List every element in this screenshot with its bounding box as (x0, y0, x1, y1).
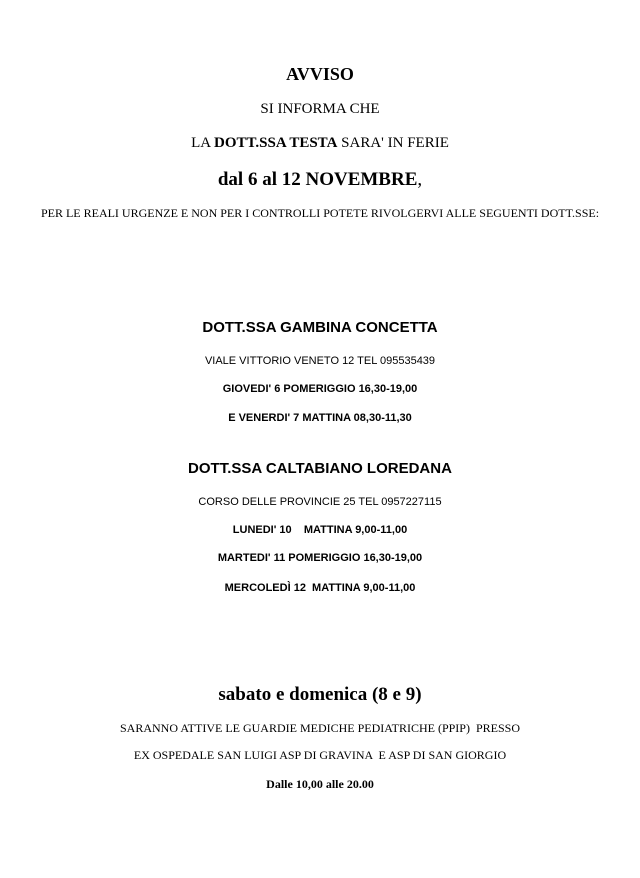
substitute-1-schedule-2: E VENERDI' 7 MATTINA 08,30-11,30 (228, 412, 412, 424)
urgenze-text: PER LE REALI URGENZE E NON PER I CONTROLLI POTETE RIVOLGERVI ALLE SEGUENTI DOTT.SSE: (40, 206, 600, 220)
substitute-2-name: DOTT.SSA CALTABIANO LOREDANA (188, 460, 452, 477)
substitute-2-schedule-2: MARTEDI' 11 POMERIGGIO 16,30-19,00 (217, 552, 423, 564)
doctor-suffix: SARA' IN FERIE (337, 135, 449, 151)
vacation-dates-suffix: , (417, 169, 423, 190)
weekend-title: sabato e domenica (8 e 9) (218, 684, 422, 705)
substitute-2-schedule-3: MERCOLEDÌ 12 MATTINA 9,00-11,00 (224, 582, 416, 594)
notice-informa: SI INFORMA CHE (260, 101, 380, 117)
doctor-name: DOTT.SSA TESTA (214, 135, 338, 151)
notice-title: AVVISO (286, 64, 354, 84)
weekend-hours: Dalle 10,00 alle 20.00 (266, 777, 374, 791)
vacation-dates-bold: dal 6 al 12 NOVEMBRE (217, 169, 418, 190)
substitute-2-address: CORSO DELLE PROVINCIE 25 TEL 0957227115 (198, 496, 442, 508)
substitute-1-address: VIALE VITTORIO VENETO 12 TEL 095535439 (204, 355, 436, 367)
vacation-dates (0, 169, 640, 191)
doctor-prefix: LA (191, 135, 215, 151)
substitute-1-schedule-1: GIOVEDI' 6 POMERIGGIO 16,30-19,00 (222, 383, 418, 395)
notice-doctor-line (0, 135, 640, 152)
substitute-2-schedule-1: LUNEDI' 10 MATTINA 9,00-11,00 (232, 524, 408, 536)
weekend-line-2: EX OSPEDALE SAN LUIGI ASP DI GRAVINA E ASP DI SAN GIORGIO (133, 748, 507, 762)
weekend-line-1: SARANNO ATTIVE LE GUARDIE MEDICHE PEDIATRICHE (PPIP) PRESSO (119, 721, 520, 735)
substitute-1-name: DOTT.SSA GAMBINA CONCETTA (202, 319, 438, 336)
